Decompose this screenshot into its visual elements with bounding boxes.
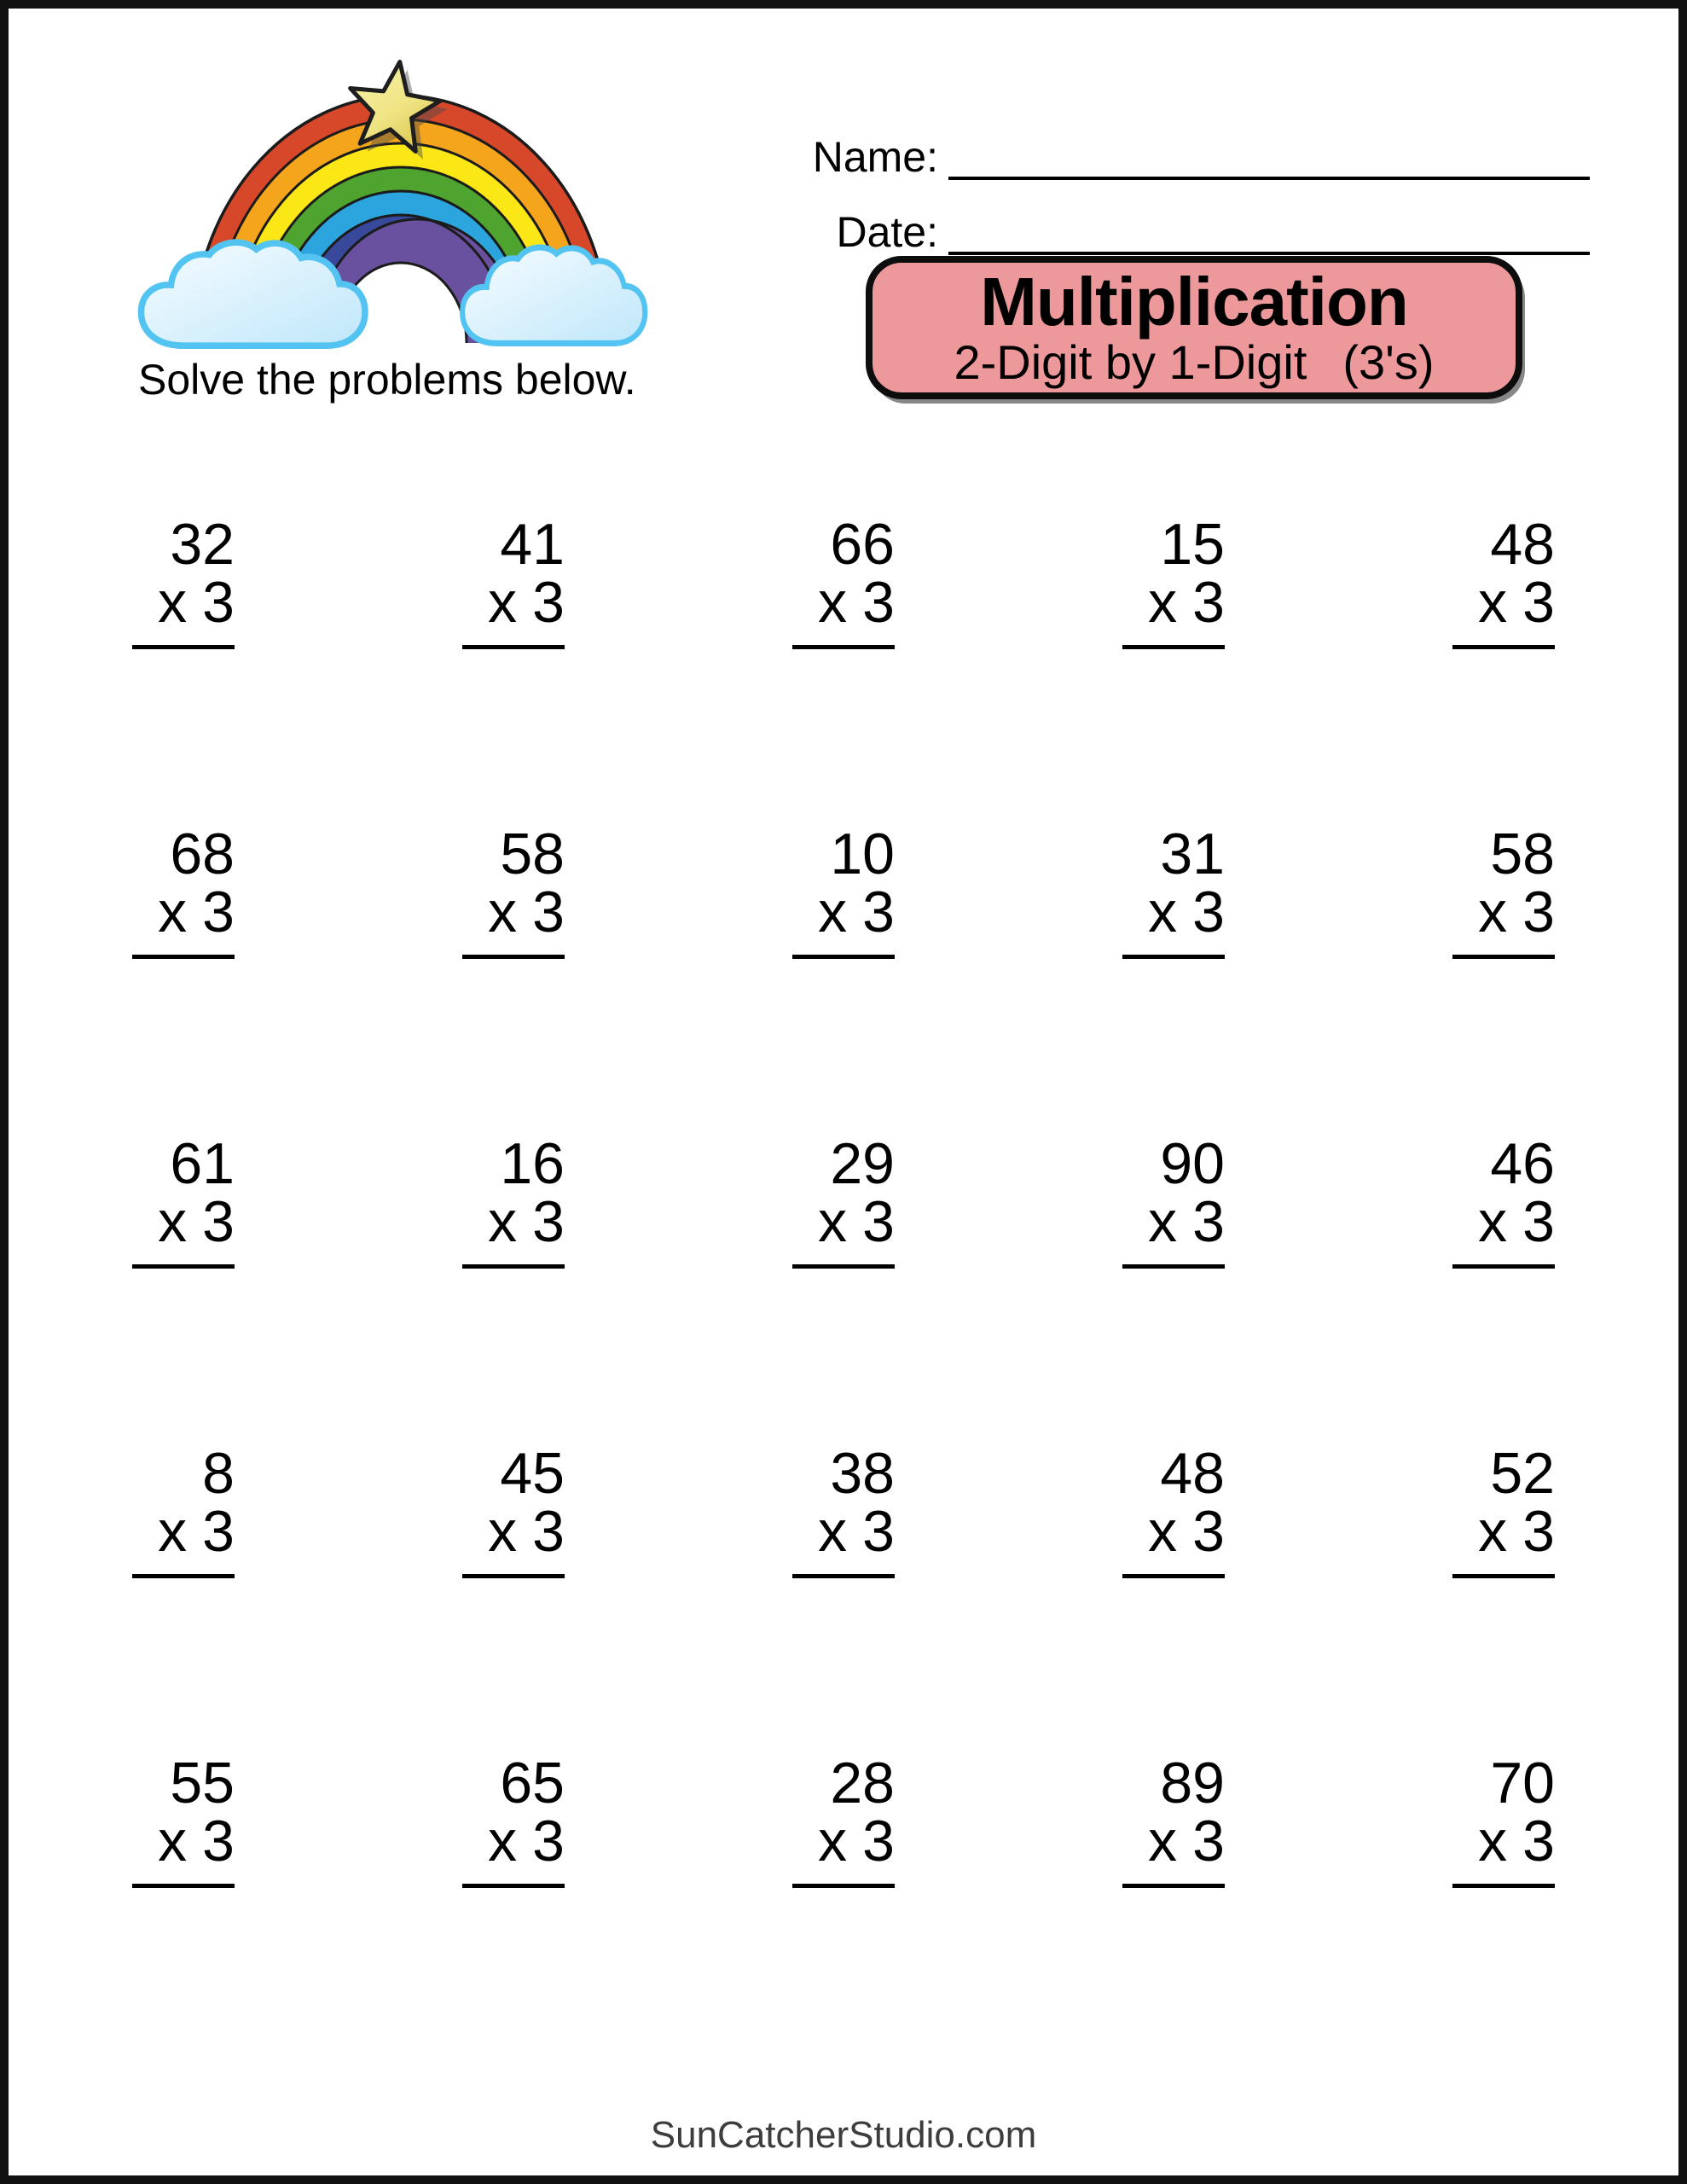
answer-line[interactable] [792, 1884, 895, 1888]
multiply-operator: x [818, 1189, 848, 1254]
multiply-operator: x [488, 880, 518, 944]
problem-17 [462, 1441, 565, 1754]
multiplier-row [462, 1499, 565, 1564]
multiply-operator: x [1478, 880, 1508, 944]
multiplicand: 89 [1160, 1751, 1225, 1815]
multiplier-row [792, 1809, 895, 1873]
rainbow-graphic [111, 43, 657, 350]
multiplicand: 68 [170, 822, 235, 886]
problem-12 [462, 1131, 565, 1444]
problem-21 [132, 1751, 235, 2064]
problem-15 [1452, 1131, 1555, 1444]
answer-line[interactable] [792, 1574, 895, 1578]
problem-23 [792, 1751, 895, 2064]
multiply-operator: x [1478, 1499, 1508, 1564]
multiplicand: 10 [830, 822, 895, 886]
multiply-operator: x [158, 1809, 188, 1873]
multiplier-value: 3 [862, 880, 895, 944]
multiplier-row [1122, 1189, 1225, 1254]
multiplier-value: 3 [532, 1189, 565, 1254]
multiply-operator: x [1148, 880, 1178, 944]
multiplicand: 41 [500, 512, 565, 577]
multiply-operator: x [488, 570, 518, 635]
multiplicand: 58 [500, 822, 565, 886]
multiplicand: 32 [170, 512, 235, 577]
instruction-text: Solve the problems below. [138, 356, 636, 404]
multiplier-row [1122, 880, 1225, 944]
multiply-operator: x [818, 1499, 848, 1564]
multiplicand: 29 [830, 1131, 895, 1196]
problem-6 [132, 822, 235, 1135]
multiplicand: 28 [830, 1751, 895, 1815]
multiplier-value: 3 [1192, 1809, 1225, 1873]
multiplier-row [1122, 1499, 1225, 1564]
answer-line[interactable] [792, 1264, 895, 1269]
multiplier-value: 3 [202, 570, 235, 635]
multiplier-value: 3 [202, 880, 235, 944]
multiplier-row [132, 1189, 235, 1254]
multiply-operator: x [158, 1189, 188, 1254]
multiply-operator: x [1478, 570, 1508, 635]
multiply-operator: x [1478, 1189, 1508, 1254]
multiplicand: 38 [830, 1441, 895, 1506]
multiplicand: 16 [500, 1131, 565, 1196]
multiplier-value: 3 [202, 1809, 235, 1873]
badge-set-label: (3's) [1342, 335, 1435, 390]
badge-title: Multiplication [980, 263, 1408, 340]
multiplier-value: 3 [862, 1499, 895, 1564]
multiplier-value: 3 [532, 1809, 565, 1873]
multiplicand: 52 [1490, 1441, 1555, 1506]
multiplier-value: 3 [202, 1499, 235, 1564]
answer-line[interactable] [132, 1264, 235, 1269]
multiplier-row [132, 1499, 235, 1564]
problem-9 [1122, 822, 1225, 1135]
multiplicand: 61 [170, 1131, 235, 1196]
multiplier-value: 3 [202, 1189, 235, 1254]
multiplicand: 90 [1160, 1131, 1225, 1196]
multiplicand: 31 [1160, 822, 1225, 886]
problem-10 [1452, 822, 1555, 1135]
answer-line[interactable] [792, 645, 895, 649]
problem-24 [1122, 1751, 1225, 2064]
multiplier-row [1452, 1189, 1555, 1254]
multiplicand: 66 [830, 512, 895, 577]
answer-line[interactable] [462, 1884, 565, 1888]
problem-18 [792, 1441, 895, 1754]
badge-subtitle: 2-Digit by 1-Digit [954, 335, 1307, 390]
multiplier-row [132, 570, 235, 635]
multiplier-value: 3 [532, 570, 565, 635]
multiply-operator: x [818, 880, 848, 944]
problem-3 [792, 512, 895, 825]
answer-line[interactable] [1122, 1574, 1225, 1578]
answer-line[interactable] [1452, 955, 1555, 959]
answer-line[interactable] [132, 645, 235, 649]
multiplier-row [1452, 1499, 1555, 1564]
problem-16 [132, 1441, 235, 1754]
multiply-operator: x [158, 880, 188, 944]
problem-5 [1452, 512, 1555, 825]
answer-line[interactable] [132, 1574, 235, 1578]
multiplicand: 45 [500, 1441, 565, 1506]
multiplier-value: 3 [1522, 570, 1555, 635]
multiplier-value: 3 [862, 1189, 895, 1254]
multiplier-row [462, 570, 565, 635]
answer-line[interactable] [1452, 1574, 1555, 1578]
problem-13 [792, 1131, 895, 1444]
answer-line[interactable] [1122, 955, 1225, 959]
multiply-operator: x [158, 1499, 188, 1564]
multiplier-value: 3 [1192, 1189, 1225, 1254]
date-label: Date: [836, 208, 938, 256]
multiplier-row [462, 1809, 565, 1873]
multiplier-value: 3 [1522, 880, 1555, 944]
multiplicand: 58 [1490, 822, 1555, 886]
answer-line[interactable] [132, 955, 235, 959]
multiplicand: 15 [1160, 512, 1225, 577]
name-label: Name: [812, 133, 938, 181]
answer-line[interactable] [1452, 1264, 1555, 1269]
answer-line[interactable] [462, 1264, 565, 1269]
answer-line[interactable] [462, 1574, 565, 1578]
multiply-operator: x [1478, 1809, 1508, 1873]
multiplier-row [792, 570, 895, 635]
multiplier-value: 3 [862, 570, 895, 635]
answer-line[interactable] [132, 1884, 235, 1888]
multiplicand: 8 [202, 1441, 235, 1506]
multiplier-row [462, 1189, 565, 1254]
multiplier-value: 3 [1522, 1189, 1555, 1254]
problem-20 [1452, 1441, 1555, 1754]
multiplier-row [132, 1809, 235, 1873]
multiplier-row [792, 1499, 895, 1564]
problem-11 [132, 1131, 235, 1444]
multiplicand: 48 [1160, 1441, 1225, 1506]
multiplier-row [1122, 1809, 1225, 1873]
multiplier-value: 3 [532, 880, 565, 944]
answer-line[interactable] [1452, 1884, 1555, 1888]
name-input-line[interactable] [948, 177, 1590, 180]
answer-line[interactable] [462, 955, 565, 959]
problem-8 [792, 822, 895, 1135]
multiplicand: 65 [500, 1751, 565, 1815]
multiplier-value: 3 [1192, 1499, 1225, 1564]
date-input-line[interactable] [948, 252, 1590, 255]
title-badge [866, 256, 1522, 399]
multiplier-value: 3 [1192, 570, 1225, 635]
multiply-operator: x [1148, 1499, 1178, 1564]
multiply-operator: x [1148, 1189, 1178, 1254]
answer-line[interactable] [1452, 645, 1555, 649]
multiplier-row [132, 880, 235, 944]
multiplicand: 46 [1490, 1131, 1555, 1196]
multiply-operator: x [488, 1499, 518, 1564]
multiplier-row [1122, 570, 1225, 635]
multiplier-value: 3 [1522, 1809, 1555, 1873]
multiply-operator: x [488, 1809, 518, 1873]
multiplicand: 70 [1490, 1751, 1555, 1815]
problems-grid [132, 512, 1555, 2064]
multiplier-row [792, 1189, 895, 1254]
multiply-operator: x [488, 1189, 518, 1254]
problem-19 [1122, 1441, 1225, 1754]
answer-line[interactable] [1122, 645, 1225, 649]
multiply-operator: x [818, 570, 848, 635]
multiplier-row [1452, 880, 1555, 944]
problem-7 [462, 822, 565, 1135]
multiplier-row [462, 880, 565, 944]
multiplier-row [1452, 570, 1555, 635]
problem-25 [1452, 1751, 1555, 2064]
answer-line[interactable] [1122, 1264, 1225, 1269]
multiplier-row [1452, 1809, 1555, 1873]
problem-1 [132, 512, 235, 825]
multiplier-row [792, 880, 895, 944]
problem-14 [1122, 1131, 1225, 1444]
multiply-operator: x [818, 1809, 848, 1873]
problem-2 [462, 512, 565, 825]
multiplier-value: 3 [1522, 1499, 1555, 1564]
problem-22 [462, 1751, 565, 2064]
answer-line[interactable] [462, 645, 565, 649]
multiplicand: 48 [1490, 512, 1555, 577]
badge-subtitle-row [954, 335, 1435, 390]
multiplier-value: 3 [1192, 880, 1225, 944]
answer-line[interactable] [1122, 1884, 1225, 1888]
multiply-operator: x [158, 570, 188, 635]
problem-4 [1122, 512, 1225, 825]
answer-line[interactable] [792, 955, 895, 959]
multiplier-value: 3 [532, 1499, 565, 1564]
multiplicand: 55 [170, 1751, 235, 1815]
multiply-operator: x [1148, 1809, 1178, 1873]
multiply-operator: x [1148, 570, 1178, 635]
multiplier-value: 3 [862, 1809, 895, 1873]
footer-site-text: SunCatcherStudio.com [650, 2114, 1037, 2156]
